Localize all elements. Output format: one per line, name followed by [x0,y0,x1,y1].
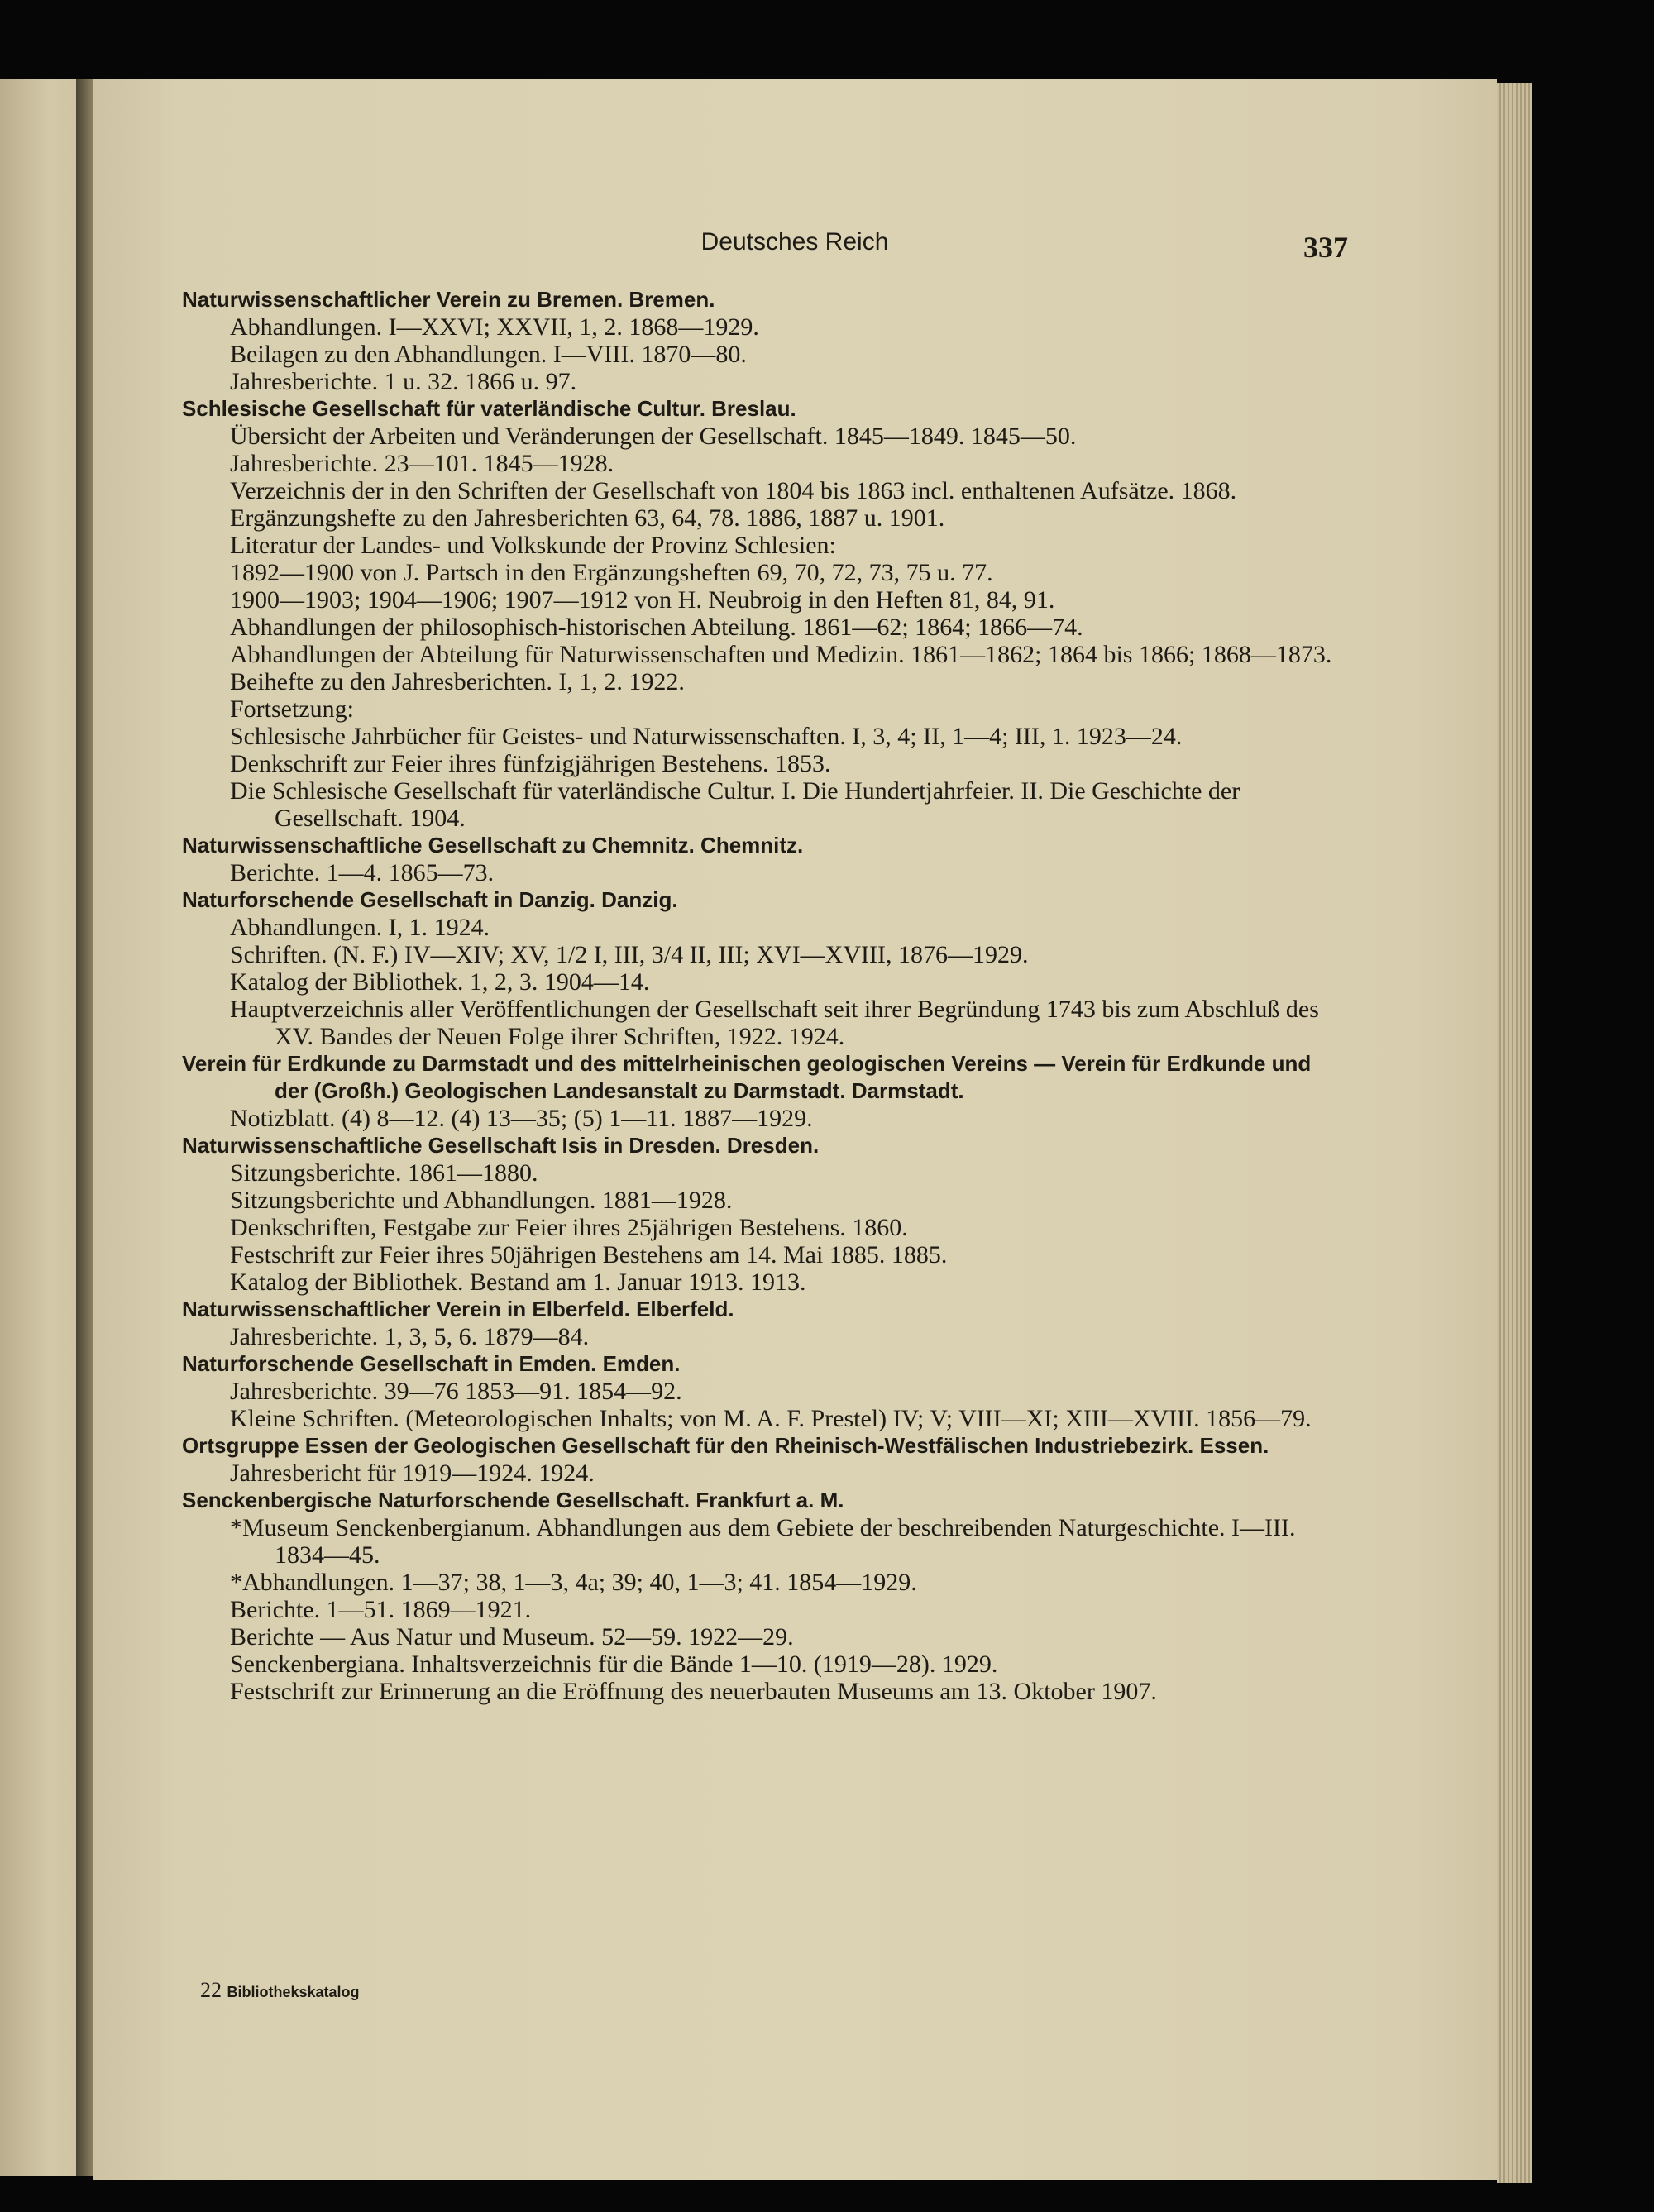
society-heading: Naturforschende Gesellschaft in Emden. Emden. [182,1351,681,1376]
catalog-entry [182,1296,1336,1350]
society-heading: Ortsgruppe Essen der Geologischen Gesellschaft für den Rheinisch-Westfälischen Industriebezirk. Essen. [182,1433,1269,1458]
publication-line: Abhandlungen der philosophisch-historischen Abteilung. 1861—62; 1864; 1866—74. [230,614,1083,641]
society-heading: Naturwissenschaftlicher Verein in Elberfeld. Elberfeld. [182,1297,734,1321]
running-header: Deutsches Reich [700,228,889,256]
publication-line: Notizblatt. (4) 8—12. (4) 13—35; (5) 1—11. 1887—1929. [230,1105,813,1132]
publication-line: Sitzungsberichte und Abhandlungen. 1881—1928. [230,1187,733,1214]
publication-line: Abhandlungen. I, 1. 1924. [230,914,490,941]
publication-line: Die Schlesische Gesellschaft für vaterländische Cultur. I. Die Hundertjahrfeier. II. Die Geschichte der Gesellschaft. 1904. [230,777,1240,832]
publication-line: Fortsetzung: [230,695,354,723]
catalog-entry [182,395,1336,832]
society-heading: Naturwissenschaftliche Gesellschaft zu Chemnitz. Chemnitz. [182,833,804,858]
society-heading: Naturwissenschaftliche Gesellschaft Isis in Dresden. Dresden. [182,1133,820,1158]
publication-line: Berichte. 1—4. 1865—73. [230,859,495,886]
publication-line: Übersicht der Arbeiten und Veränderungen der Gesellschaft. 1845—1849. 1845—50. [230,423,1077,450]
publication-line: Denkschrift zur Feier ihres fünfzigjährigen Bestehens. 1853. [230,750,831,777]
society-heading: Verein für Erdkunde zu Darmstadt und des mittelrheinischen geologischen Vereins — Verein für Erdkunde und der (Großh.) Geologischen Landesanstalt zu Darmstadt. Darmstadt. [182,1051,1312,1103]
society-heading: Senckenbergische Naturforschende Gesellschaft. Frankfurt a. M. [182,1488,844,1512]
catalog-entry [182,1050,1336,1132]
page-number: 337 [1303,231,1348,264]
publication-line: Abhandlungen. I—XXVI; XXVII, 1, 2. 1868—1929. [230,313,759,341]
publication-line: Berichte. 1—51. 1869—1921. [230,1596,532,1623]
publication-line: Senckenbergiana. Inhaltsverzeichnis für die Bände 1—10. (1919—28). 1929. [230,1651,998,1678]
publication-line: Katalog der Bibliothek. Bestand am 1. Januar 1913. 1913. [230,1268,806,1296]
society-heading: Naturforschende Gesellschaft in Danzig. Danzig. [182,887,678,912]
publication-line: Verzeichnis der in den Schriften der Gesellschaft von 1804 bis 1863 incl. enthaltenen Aufsätze. 1868. [230,477,1237,504]
catalog-entry [182,886,1336,1050]
publication-line: *Abhandlungen. 1—37; 38, 1—3, 4a; 39; 40, 1—3; 41. 1854—1929. [230,1569,917,1596]
society-heading: Naturwissenschaftlicher Verein zu Bremen. Bremen. [182,287,715,312]
publication-line: 1900—1903; 1904—1906; 1907—1912 von H. Neubroig in den Heften 81, 84, 91. [230,586,1055,614]
catalog-entry [182,1132,1336,1296]
publication-line: Literatur der Landes- und Volkskunde der Provinz Schlesien: [230,532,836,559]
publication-line: Jahresberichte. 1, 3, 5, 6. 1879—84. [230,1323,590,1350]
publication-line: Berichte — Aus Natur und Museum. 52—59. 1922—29. [230,1623,794,1651]
signature-mark [200,1978,360,2003]
society-heading: Schlesische Gesellschaft für vaterländische Cultur. Breslau. [182,396,796,421]
publication-line: *Museum Senckenbergianum. Abhandlungen aus dem Gebiete der beschreibenden Naturgeschichte. I—III. 1834—45. [230,1514,1296,1569]
left-page-edge [0,79,76,2176]
publication-line: Beihefte zu den Jahresberichten. I, 1, 2. 1922. [230,668,685,695]
publication-line: Schriften. (N. F.) IV—XIV; XV, 1/2 I, III, 3/4 II, III; XVI—XVIII, 1876—1929. [230,941,1029,968]
publication-line: Jahresberichte. 39—76 1853—91. 1854—92. [230,1378,682,1405]
publication-line: Kleine Schriften. (Meteorologischen Inhalts; von M. A. F. Prestel) IV; V; VIII—XI; XIII—XVIII. 1856—79. [230,1405,1312,1432]
signature-number: 22 [200,1978,222,2002]
book-page [93,79,1497,2180]
catalog-entry [182,1487,1336,1705]
publication-line: Denkschriften, Festgabe zur Feier ihres 25jährigen Bestehens. 1860. [230,1214,908,1241]
page-stack-edges [1497,83,1532,2183]
publication-line: Jahresberichte. 23—101. 1845—1928. [230,450,614,477]
publication-line: Ergänzungshefte zu den Jahresberichten 63, 64, 78. 1886, 1887 u. 1901. [230,504,945,532]
publication-line: Festschrift zur Erinnerung an die Eröffnung des neuerbauten Museums am 13. Oktober 1907. [230,1678,1157,1705]
publication-line: Katalog der Bibliothek. 1, 2, 3. 1904—14. [230,968,650,996]
catalog-entries [182,286,1336,1705]
publication-line: Sitzungsberichte. 1861—1880. [230,1159,538,1187]
publication-line: Jahresbericht für 1919—1924. 1924. [230,1460,595,1487]
publication-line: Beilagen zu den Abhandlungen. I—VIII. 1870—80. [230,341,747,368]
book-gutter [76,79,93,2176]
publication-line: Jahresberichte. 1 u. 32. 1866 u. 97. [230,368,577,395]
catalog-entry [182,832,1336,886]
publication-line: Schlesische Jahrbücher für Geistes- und Naturwissenschaften. I, 3, 4; II, 1—4; III, 1. 1923—24. [230,723,1183,750]
publication-line: Hauptverzeichnis aller Veröffentlichungen der Gesellschaft seit ihrer Begründung 1743 bis zum Abschluß des XV. Bandes der Neuen Folge ihrer Schriften, 1922. 1924. [230,996,1319,1050]
publication-line: 1892—1900 von J. Partsch in den Ergänzungsheften 69, 70, 72, 73, 75 u. 77. [230,559,993,586]
catalog-entry [182,286,1336,395]
publication-line: Festschrift zur Feier ihres 50jährigen Bestehens am 14. Mai 1885. 1885. [230,1241,948,1268]
catalog-entry [182,1432,1336,1487]
signature-name: Bibliothekskatalog [227,1984,360,2000]
catalog-entry [182,1350,1336,1432]
publication-line: Abhandlungen der Abteilung für Naturwissenschaften und Medizin. 1861—1862; 1864 bis 1866; 1868—1873. [230,641,1332,668]
